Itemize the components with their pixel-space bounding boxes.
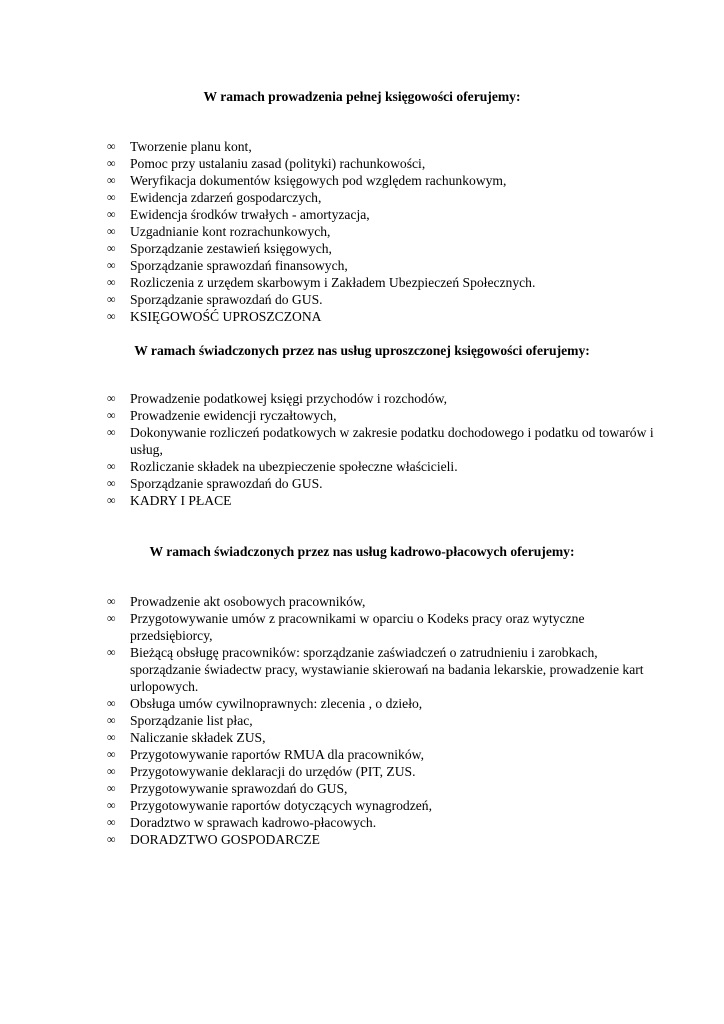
infinity-icon: ∞: [107, 275, 116, 289]
infinity-icon: ∞: [107, 425, 116, 439]
infinity-icon: ∞: [107, 594, 116, 608]
list-item: ∞ Przygotowywanie sprawozdań do GUS,: [107, 781, 348, 796]
list-item: ∞ KADRY I PŁACE: [107, 493, 232, 508]
list-item: ∞ Sporządzanie zestawień księgowych,: [107, 241, 332, 256]
list-item: ∞ Bieżącą obsługę pracowników: sporządzanie zaświadczeń o zatrudnieniu i zarobkach, sporządzanie świadectw pracy, wystawianie skierowań na badania lekarskie, prowadzenie kart urlopowych.: [107, 645, 644, 694]
infinity-icon: ∞: [107, 258, 116, 272]
infinity-icon: ∞: [107, 190, 116, 204]
list-item: ∞ Dokonywanie rozliczeń podatkowych w zakresie podatku dochodowego i podatku od towarów i usług,: [107, 425, 654, 457]
infinity-icon: ∞: [107, 207, 116, 221]
infinity-icon: ∞: [107, 459, 116, 473]
section-1-heading: W ramach prowadzenia pełnej księgowości oferujemy:: [203, 89, 521, 104]
infinity-icon: ∞: [107, 713, 116, 727]
list-item: ∞ Ewidencja zdarzeń gospodarczych,: [107, 190, 322, 205]
list-item: ∞ Obsługa umów cywilnoprawnych: zlecenia , o dzieło,: [107, 696, 423, 711]
section-3-list: [0, 593, 724, 848]
section-2-heading: W ramach świadczonych przez nas usług uproszczonej księgowości oferujemy:: [134, 343, 590, 358]
infinity-icon: ∞: [107, 224, 116, 238]
list-item: ∞ Weryfikacja dokumentów księgowych pod względem rachunkowym,: [107, 173, 507, 188]
infinity-icon: ∞: [107, 391, 116, 405]
infinity-icon: ∞: [107, 408, 116, 422]
list-item: ∞ Ewidencja środków trwałych - amortyzacja,: [107, 207, 370, 222]
infinity-icon: ∞: [107, 798, 116, 812]
list-item: ∞ Sporządzanie list płac,: [107, 713, 253, 728]
list-item: ∞ Przygotowywanie raportów RMUA dla pracowników,: [107, 747, 424, 762]
list-item: ∞ Sporządzanie sprawozdań do GUS.: [107, 292, 323, 307]
list-item: ∞ Rozliczanie składek na ubezpieczenie społeczne właścicieli.: [107, 459, 458, 474]
list-item: ∞ Prowadzenie ewidencji ryczałtowych,: [107, 408, 337, 423]
list-item: ∞ Naliczanie składek ZUS,: [107, 730, 266, 745]
list-item: ∞ Przygotowywanie deklaracji do urzędów (PIT, ZUS.: [107, 764, 416, 779]
list-item: ∞ Uzgadnianie kont rozrachunkowych,: [107, 224, 331, 239]
infinity-icon: ∞: [107, 764, 116, 778]
infinity-icon: ∞: [107, 173, 116, 187]
section-1-list: [0, 138, 724, 325]
list-item: ∞ Pomoc przy ustalaniu zasad (polityki) rachunkowości,: [107, 156, 426, 171]
infinity-icon: ∞: [107, 815, 116, 829]
infinity-icon: ∞: [107, 611, 116, 625]
list-item: ∞ Przygotowywanie raportów dotyczących wynagrodzeń,: [107, 798, 432, 813]
list-item: ∞ Doradztwo w sprawach kadrowo-płacowych.: [107, 815, 377, 830]
infinity-icon: ∞: [107, 292, 116, 306]
infinity-icon: ∞: [107, 139, 116, 153]
infinity-icon: ∞: [107, 832, 116, 846]
infinity-icon: ∞: [107, 476, 116, 490]
infinity-icon: ∞: [107, 493, 116, 507]
section-3-heading: W ramach świadczonych przez nas usług kadrowo-płacowych oferujemy:: [149, 544, 575, 559]
list-item: ∞ Przygotowywanie umów z pracownikami w oparciu o Kodeks pracy oraz wytyczne przedsiębiorcy,: [107, 611, 585, 643]
section-2-list: [0, 390, 724, 509]
infinity-icon: ∞: [107, 156, 116, 170]
infinity-icon: ∞: [107, 241, 116, 255]
list-item: ∞ Sporządzanie sprawozdań do GUS.: [107, 476, 323, 491]
infinity-icon: ∞: [107, 309, 116, 323]
infinity-icon: ∞: [107, 645, 116, 659]
list-item: ∞ Prowadzenie akt osobowych pracowników,: [107, 594, 366, 609]
list-item: ∞ Sporządzanie sprawozdań finansowych,: [107, 258, 348, 273]
infinity-icon: ∞: [107, 781, 116, 795]
infinity-icon: ∞: [107, 696, 116, 710]
list-item: ∞ KSIĘGOWOŚĆ UPROSZCZONA: [107, 309, 322, 324]
infinity-icon: ∞: [107, 747, 116, 761]
infinity-icon: ∞: [107, 730, 116, 744]
list-item: ∞ DORADZTWO GOSPODARCZE: [107, 832, 320, 847]
list-item: ∞ Prowadzenie podatkowej księgi przychodów i rozchodów,: [107, 391, 447, 406]
list-item: ∞ Tworzenie planu kont,: [107, 139, 252, 154]
list-item: ∞ Rozliczenia z urzędem skarbowym i Zakładem Ubezpieczeń Społecznych.: [107, 275, 536, 290]
